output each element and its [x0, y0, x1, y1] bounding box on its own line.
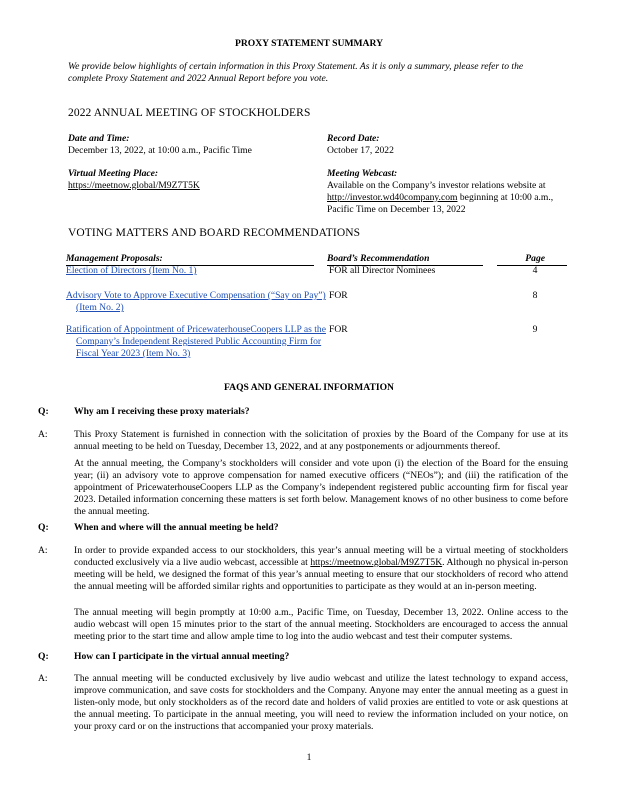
a3-label: A: [38, 673, 48, 684]
q3-text: How can I participate in the virtual annual meeting? [74, 651, 290, 662]
a1-label: A: [38, 429, 48, 440]
a2-paragraph-1: In order to provide expanded access to our stockholders, this year’s annual meeting will be a virtual meeting of stockholders conducted exclusively via a live audio webcast, accessible at https://meetnow.global/M9Z7T5K. Although no physical in-person meeting will be held, we designed the format of this year’s annual meeting to ensure that our stockholders of record who attend the annual meeting will be afforded similar rights and opportunities to participate as they would at an in-person meeting. [74, 545, 568, 592]
col-page-header: Page [497, 253, 567, 266]
a2-paragraph-2: The annual meeting will begin promptly at 10:00 a.m., Pacific Time, on Tuesday, December 13, 2022. Online access to the audio webcast will open 15 minutes prior to the start of the annual meeting. Stockholders are encouraged to access the annual meeting prior to the start time and allow ample time to log into the audio webcast and test their computer systems. [74, 607, 568, 642]
page-ref-2: 8 [532, 290, 538, 301]
page-number: 1 [306, 752, 312, 763]
recommendation-1: FOR all Director Nominees [329, 265, 436, 276]
meeting-heading: 2022 ANNUAL MEETING OF STOCKHOLDERS [68, 107, 311, 119]
a3-paragraph-1: The annual meeting will be conducted exclusively by live audio webcast and utilize the latest technology to expand access, improve communication, and save costs for stockholders and the Company. Anyone may enter the annual meeting as a guest in listen-only mode, but only stockholders as of the record date and holders of valid proxies are entitled to vote or ask questions at the annual meeting. To participate in the annual meeting, you will need to review the information included on your notice, on your proxy card or on the instructions that accompanied your proxy materials. [74, 673, 568, 732]
a1-paragraph-1: This Proxy Statement is furnished in connection with the solicitation of proxies by the Board of the Company for use at its annual meeting to be held on Tuesday, December 13, 2022, and at any postponements or adjournments thereof. [74, 429, 568, 452]
date-label: Date and Time: [68, 133, 130, 144]
q1-label: Q: [38, 406, 49, 417]
intro-text: We provide below highlights of certain information in this Proxy Statement. As it is only a summary, please refer to the complete Proxy Statement and 2022 Annual Report before you vote. [68, 61, 524, 84]
webcast-label: Meeting Webcast: [327, 168, 398, 179]
record-value: October 17, 2022 [327, 145, 394, 156]
page-ref-3: 9 [532, 324, 538, 335]
meetnow-link[interactable]: https://meetnow.global/M9Z7T5K [310, 557, 443, 568]
date-value: December 13, 2022, at 10:00 a.m., Pacific Time [68, 145, 252, 156]
a2-label: A: [38, 545, 48, 556]
q1-text: Why am I receiving these proxy materials? [74, 406, 250, 417]
recommendation-3: FOR [329, 324, 348, 335]
col-proposals-header: Management Proposals: [66, 253, 314, 266]
place-label: Virtual Meeting Place: [68, 168, 159, 179]
col-recommendation-header: Board’s Recommendation [327, 253, 483, 266]
page-ref-1: 4 [532, 265, 538, 276]
voting-heading: VOTING MATTERS AND BOARD RECOMMENDATIONS [68, 227, 361, 239]
investor-link[interactable]: http://investor.wd40company.com [327, 192, 458, 203]
place-link[interactable]: https://meetnow.global/M9Z7T5K [68, 180, 200, 191]
q2-text: When and where will the annual meeting be held? [74, 522, 279, 533]
proposal-link-3[interactable]: Ratification of Appointment of PricewaterhouseCoopers LLP as the Company’s Independent Registered Public Accounting Firm for Fiscal Year 2023 (Item No. 3) [66, 324, 326, 359]
page-title: PROXY STATEMENT SUMMARY [234, 38, 383, 49]
proposal-link-2[interactable]: Advisory Vote to Approve Executive Compensation (“Say on Pay”) (Item No. 2) [66, 290, 326, 313]
q2-label: Q: [38, 522, 49, 533]
recommendation-2: FOR [329, 290, 348, 301]
q3-label: Q: [38, 651, 49, 662]
proposal-link-1[interactable]: Election of Directors (Item No. 1) [66, 265, 197, 276]
a1-paragraph-2: At the annual meeting, the Company’s stockholders will consider and vote upon (i) the election of the Board for the ensuing year; (ii) an advisory vote to approve compensation for named executive officers (“NEOs”); and (iii) the ratification of the appointment of PricewaterhouseCoopers LLP as the Company’s independent registered public accounting firm for fiscal year 2023. Detailed information concerning these matters is set forth below. Management knows of no other business to come before the annual meeting. [74, 458, 568, 517]
record-label: Record Date: [327, 133, 380, 144]
faq-heading: FAQS AND GENERAL INFORMATION [224, 382, 394, 393]
webcast-text: Available on the Company’s investor relations website at http://investor.wd40company.com beginning at 10:00 a.m., Pacific Time on December 13, 2022 [327, 180, 554, 215]
